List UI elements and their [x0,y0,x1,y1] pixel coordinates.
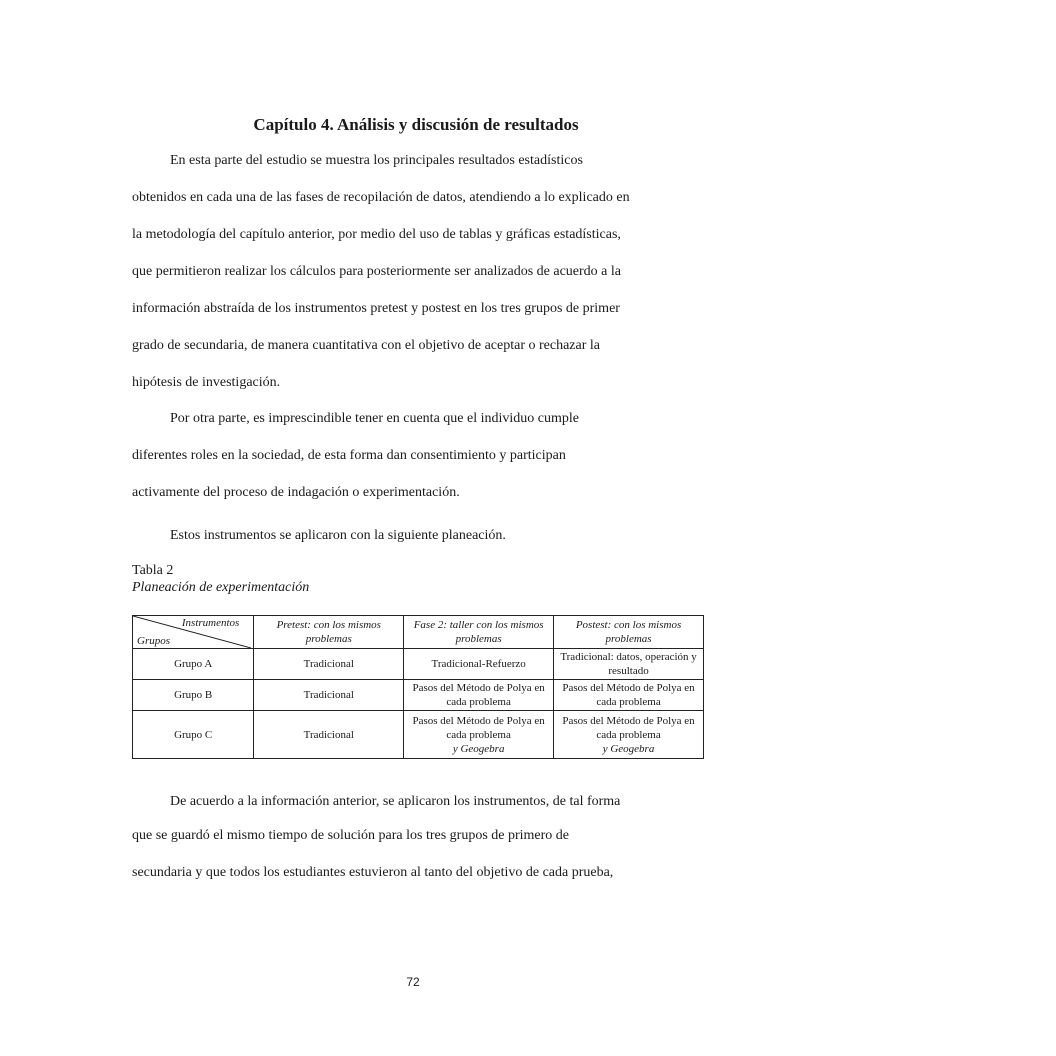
fase2-cell: Pasos del Método de Polya en cada problema [404,680,554,711]
paragraph-2 [132,400,704,511]
paragraph-3 [132,517,704,554]
page-number: 72 [406,975,420,989]
text-line: diferentes roles en la sociedad, de esta forma dan consentimiento y participan [132,448,566,463]
fase2-cell [404,711,554,759]
pretest-cell: Tradicional [254,711,404,759]
paragraph-1 [132,142,704,401]
table-corner-cell [133,616,254,649]
fase2-cell: Tradicional-Refuerzo [404,649,554,680]
column-header: Pretest: con los mismos problemas [254,616,404,649]
text-line: información abstraída de los instrumentos pretest y postest en los tres grupos de primer [132,301,620,316]
group-cell: Grupo A [133,649,254,680]
text-line: De acuerdo a la información anterior, se aplicaron los instrumentos, de tal forma [170,794,621,809]
postest-cell: Tradicional: datos, operación y resultado [554,649,704,680]
cell-text: Pasos del Método de Polya en cada problema [412,714,545,741]
text-line: que se guardó el mismo tiempo de solución para los tres grupos de primero de [132,828,570,843]
group-cell: Grupo C [133,711,254,759]
text-line: obtenidos en cada una de las fases de recopilación de datos, atendiendo a lo explicado en [132,190,630,205]
cell-text: Pasos del Método de Polya en cada problema [562,714,695,741]
cell-text-italic: y Geogebra [602,742,655,755]
text-line: secundaria y que todos los estudiantes estuvieron al tanto del objetivo de cada prueba, [132,865,614,880]
text-line: Estos instrumentos se aplicaron con la siguiente planeación. [170,528,506,543]
text-line: Por otra parte, es imprescindible tener en cuenta que el individuo cumple [170,411,579,426]
corner-label-instruments: Instrumentos [181,617,240,629]
text-line: hipótesis de investigación. [132,375,281,390]
group-cell: Grupo B [133,680,254,711]
table-label: Tabla 2 [132,563,174,578]
postest-cell [554,711,704,759]
corner-label-groups: Grupos [137,635,171,647]
experiment-table [132,615,704,759]
pretest-cell: Tradicional [254,680,404,711]
table-row [133,711,704,759]
chapter-heading: Capítulo 4. Análisis y discusión de resultados [253,115,579,134]
column-header: Postest: con los mismos problemas [554,616,704,649]
text-line: la metodología del capítulo anterior, por medio del uso de tablas y gráficas estadísticas, [132,227,621,242]
table-header-row [133,616,704,649]
text-line: grado de secundaria, de manera cuantitativa con el objetivo de aceptar o rechazar la [132,338,600,353]
text-line: activamente del proceso de indagación o experimentación. [132,485,460,500]
paragraph-4 [132,785,704,893]
pretest-cell: Tradicional [254,649,404,680]
text-line: que permitieron realizar los cálculos para posteriormente ser analizados de acuerdo a la [132,264,621,279]
text-line: En esta parte del estudio se muestra los principales resultados estadísticos [170,153,583,168]
table-row [133,649,704,680]
cell-text-italic: y Geogebra [452,742,505,755]
table-row [133,680,704,711]
column-header: Fase 2: taller con los mismos problemas [404,616,554,649]
table-title: Planeación de experimentación [132,580,310,595]
postest-cell: Pasos del Método de Polya en cada problema [554,680,704,711]
